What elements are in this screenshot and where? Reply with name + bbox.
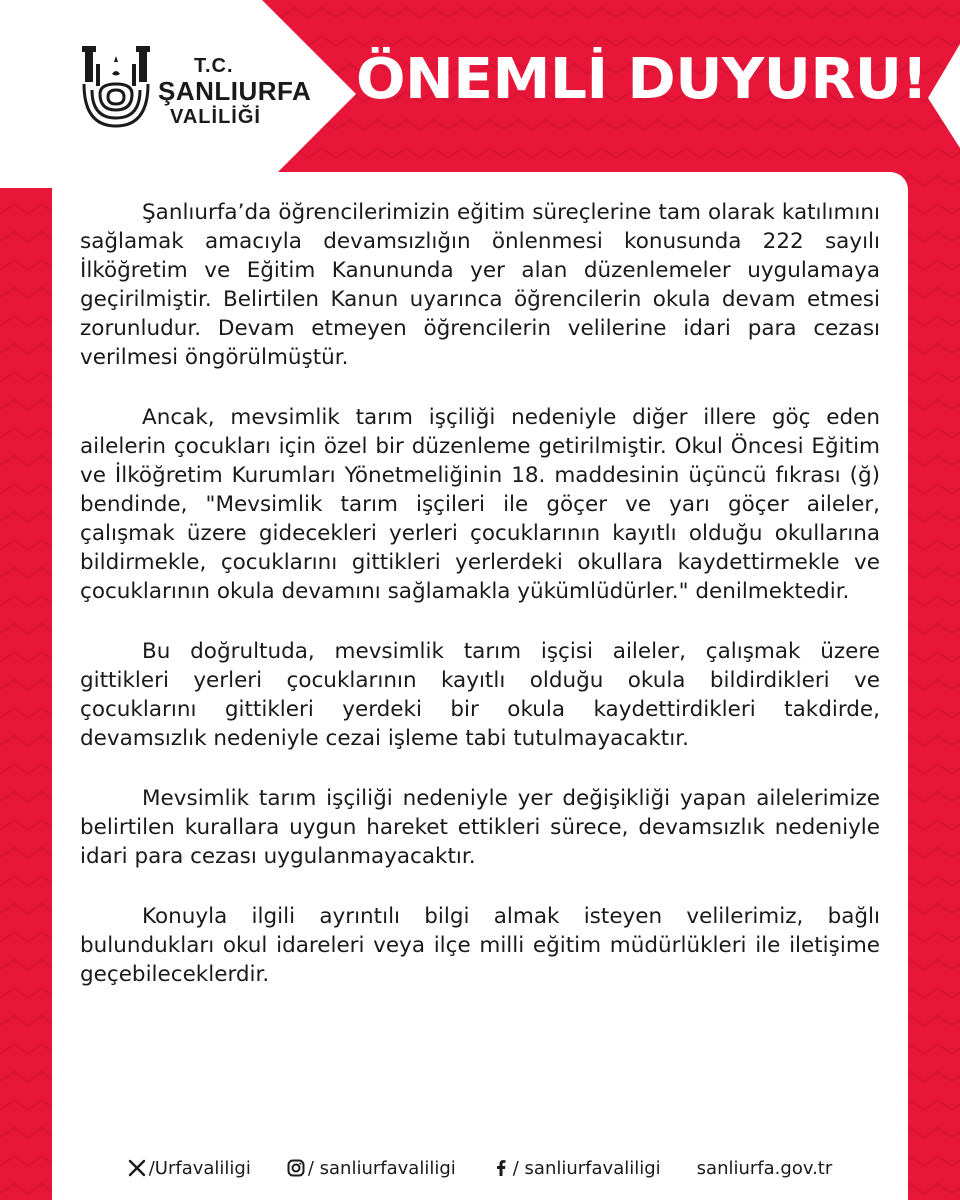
facebook-icon xyxy=(492,1159,510,1177)
announcement-card xyxy=(52,172,908,1200)
announcement-body xyxy=(80,198,880,1020)
page-title: ÖNEMLİ DUYURU! xyxy=(356,47,928,112)
logo-governorship-text: VALİLİĞİ xyxy=(170,106,261,128)
logo-tc-text: T.C. xyxy=(194,55,234,77)
x-logo-icon xyxy=(128,1159,146,1177)
paragraph-2: Ancak, mevsimlik tarım işçiliği nedeniyle diğer illere göç eden ailelerin çocukları için özel bir düzenleme getirilmiştir. Okul Öncesi Eğitim ve İlköğretim Kurumları Yönetmeliğinin 18. maddesinin üçüncü fıkrası (ğ) bendinde, "Mevsimlik tarım işçileri ile göçer ve yarı göçer aileler, çalışmak üzere gidecekleri yerleri çocuklarının kayıtlı olduğu okullarına bildirmekle, çocuklarını gittikleri yerlerdeki okullara kaydettirmekle ve çocuklarının okula devamını sağlamakla yükümlüdürler." denilmektedir. xyxy=(80,405,880,604)
x-handle: /Urfavaliligi xyxy=(148,1157,251,1179)
instagram-handle: / sanliurfavaliligi xyxy=(307,1157,456,1179)
paragraph-4: Mevsimlik tarım işçiliği nedeniyle yer değişikliği yapan ailelerimize belirtilen kurallara uygun hareket ettikleri sürece, devamsızlık nedeniyle idari para cezası uygulanmayacaktır. xyxy=(80,786,880,869)
logo-city-text: ŞANLIURFA xyxy=(158,76,312,106)
instagram-link[interactable] xyxy=(287,1158,456,1179)
instagram-icon xyxy=(287,1159,305,1177)
sanliurfa-valiligi-logo xyxy=(80,44,312,134)
website-link[interactable] xyxy=(697,1158,833,1179)
castle-emblem-icon xyxy=(80,44,152,130)
website-url: sanliurfa.gov.tr xyxy=(696,1157,833,1179)
social-footer xyxy=(52,1152,908,1184)
facebook-handle: / sanliurfavaliligi xyxy=(512,1157,661,1179)
facebook-link[interactable] xyxy=(492,1158,661,1179)
paragraph-5: Konuyla ilgili ayrıntılı bilgi almak isteyen velilerimiz, bağlı bulundukları okul idareleri veya ilçe milli eğitim müdürlükleri ile iletişime geçebileceklerdir. xyxy=(80,904,880,987)
x-link[interactable] xyxy=(128,1158,251,1179)
paragraph-3: Bu doğrultuda, mevsimlik tarım işçisi aileler, çalışmak üzere gittikleri yerleri çocuklarının kayıtlı olduğu okula bildirdikleri ve çocuklarını gittikleri yerdeki bir okula kaydettirdikleri takdirde, devamsızlık nedeniyle cezai işleme tabi tutulmayacaktır. xyxy=(80,639,880,751)
paragraph-1: Şanlıurfa’da öğrencilerimizin eğitim süreçlerine tam olarak katılımını sağlamak amacıyla devamsızlığın önlenmesi konusunda 222 sayılı İlköğretim ve Eğitim Kanununda yer alan düzenlemeler uygulamaya geçirilmiştir. Belirtilen Kanun uyarınca öğrencilerin okula devam etmesi zorunludur. Devam etmeyen öğrencilerin velilerine idari para cezası verilmesi öngörülmüştür. xyxy=(80,200,880,370)
